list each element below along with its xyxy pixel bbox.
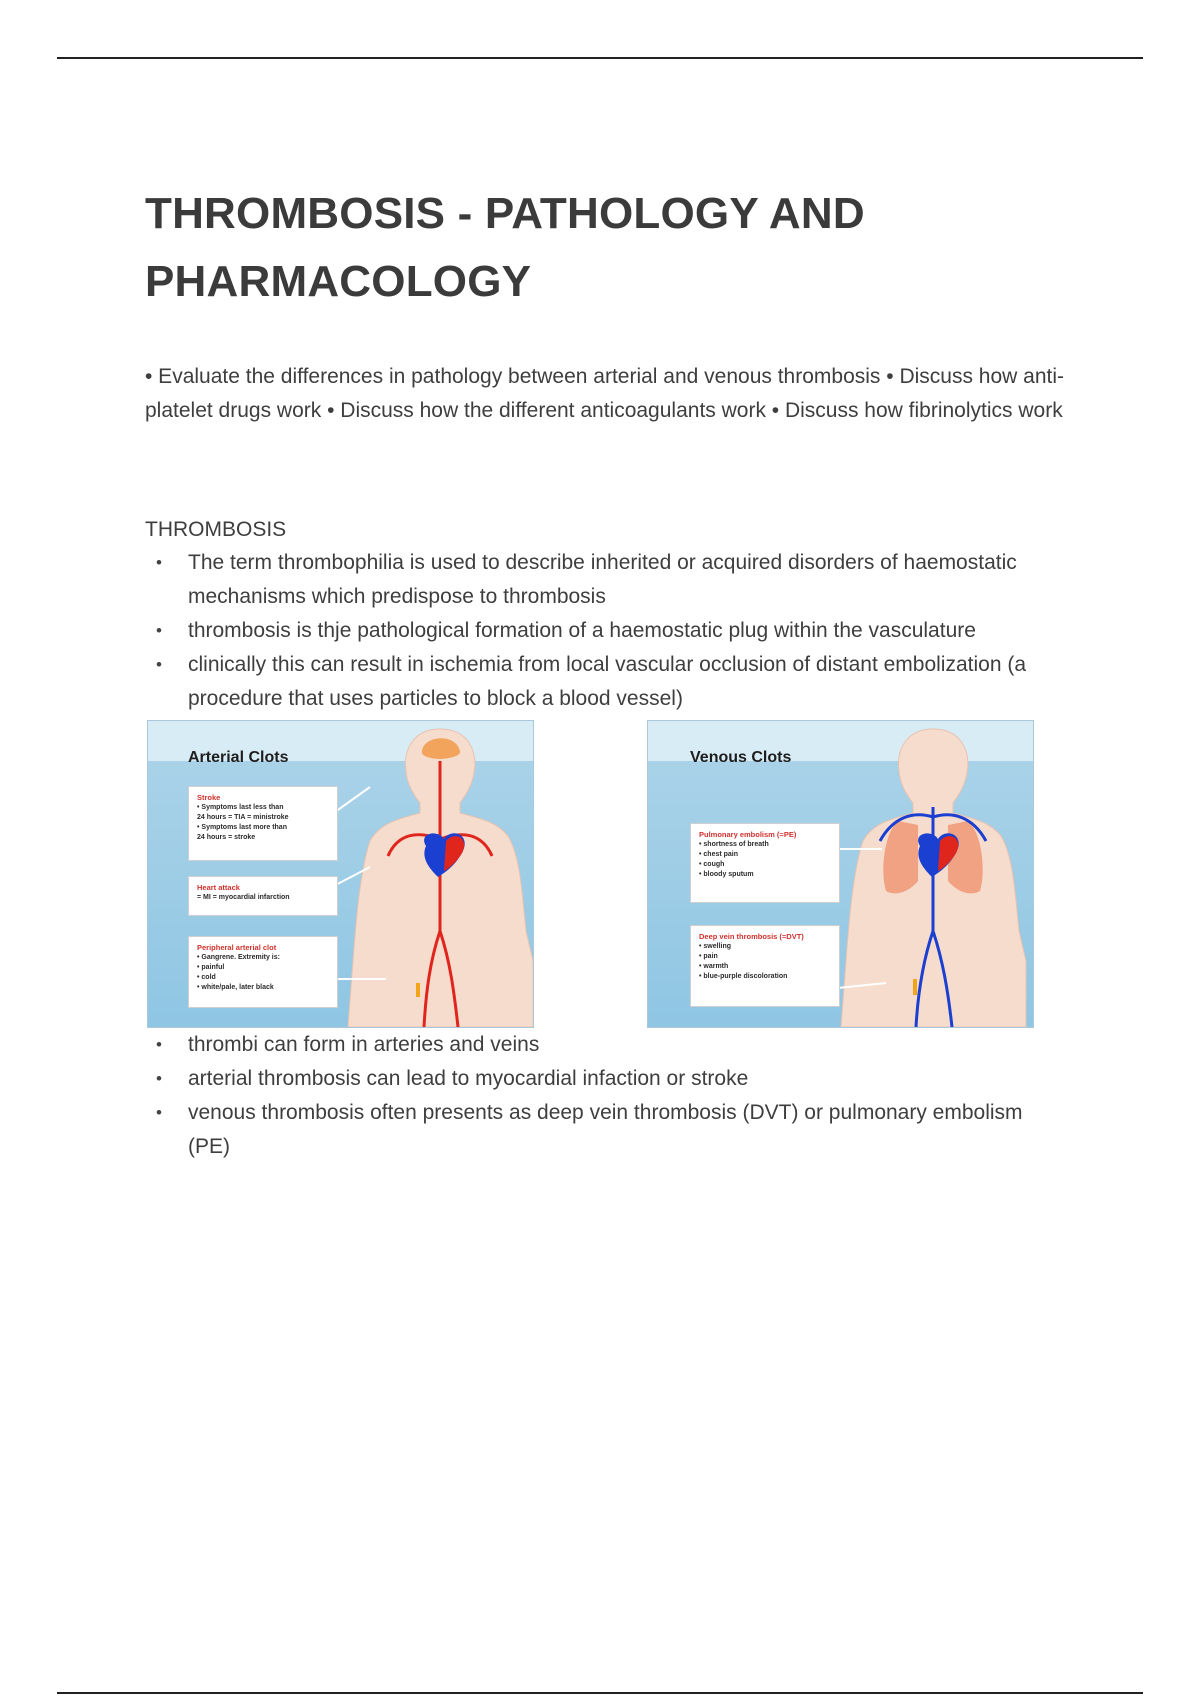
list-item: • thrombi can form in arteries and veins (145, 1028, 1065, 1062)
top-rule (57, 57, 1143, 59)
clot-marker (913, 979, 917, 995)
section-heading: THROMBOSIS (145, 518, 287, 541)
callout-text: • Gangrene. Extremity is: • painful • cold • white/pale, later black (197, 954, 280, 991)
list-item: • clinically this can result in ischemia from local vascular occlusion of distant embolization (a procedure that uses particles to block a blood vessel) (145, 648, 1065, 716)
bullet-list-intro (145, 546, 1065, 716)
list-item: • venous thrombosis often presents as deep vein thrombosis (DVT) or pulmonary embolism (PE) (145, 1096, 1065, 1164)
list-item: • The term thrombophilia is used to describe inherited or acquired disorders of haemostatic mechanisms which predispose to thrombosis (145, 546, 1065, 614)
callout-text: • swelling • pain • warmth • blue-purple discoloration (699, 943, 788, 980)
clot-marker (416, 983, 420, 997)
bullet-list-outro (145, 1028, 1065, 1164)
callout-heading: Peripheral arterial clot (197, 943, 277, 952)
arterial-clots-illustration (147, 720, 534, 1028)
callout-heading: Stroke (197, 793, 221, 802)
callout-heading: Deep vein thrombosis (=DVT) (699, 932, 804, 941)
list-item: • arterial thrombosis can lead to myocardial infaction or stroke (145, 1062, 1065, 1096)
list-item: • thrombosis is thje pathological formation of a haemostatic plug within the vasculature (145, 614, 1065, 648)
callout-text: • Symptoms last less than 24 hours = TIA = ministroke • Symptoms last more than 24 hours = stroke (197, 804, 289, 841)
document-title: THROMBOSIS - PATHOLOGY AND PHARMACOLOGY (145, 189, 865, 306)
callout-heading: Heart attack (197, 883, 240, 892)
callout-text: = MI = myocardial infarction (197, 894, 290, 901)
callout-pulmonary-embolism (690, 823, 840, 903)
figure-title: Arterial Clots (188, 749, 289, 766)
callout-text: • shortness of breath • chest pain • cough • bloody sputum (699, 841, 769, 878)
callout-peripheral-clot (188, 936, 338, 1008)
callout-heart-attack (188, 876, 338, 916)
learning-objectives: • Evaluate the differences in pathology between arterial and venous thrombosis • Discuss how anti-platelet drugs work • Discuss how the different anticoagulants work • Discuss how fibrinolytics work (145, 365, 1064, 422)
figure-title: Venous Clots (690, 749, 792, 766)
document-body (145, 180, 1065, 1164)
callout-stroke (188, 786, 338, 861)
venous-clots-illustration (647, 720, 1034, 1028)
callout-deep-vein-thrombosis (690, 925, 840, 1007)
bottom-rule (57, 1692, 1143, 1694)
callout-heading: Pulmonary embolism (=PE) (699, 830, 797, 839)
clots-figure (145, 720, 1065, 1028)
